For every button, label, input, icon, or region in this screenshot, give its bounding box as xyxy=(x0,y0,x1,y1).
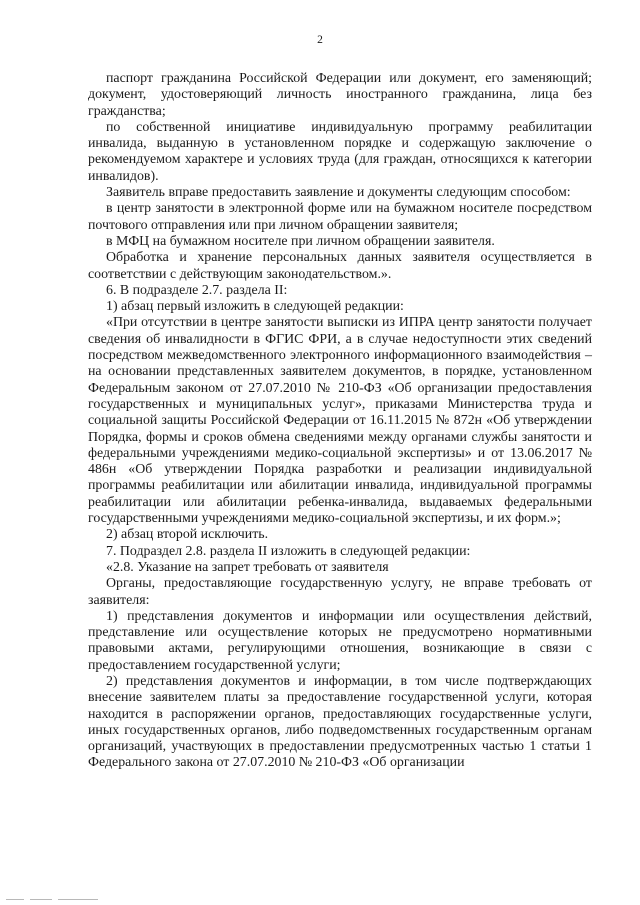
paragraph-rehabilitation-program: по собственной инициативе индивидуальную программу реабилитации инвалида, выданную в установленном порядке и содержащую заключение о рекомендуемом характере и условиях труда (для граждан, относящихся к категории инвалидов). xyxy=(88,119,592,184)
paragraph-item-7: 7. Подраздел 2.8. раздела II изложить в следующей редакции: xyxy=(106,543,471,559)
scan-edge-marks xyxy=(0,899,120,901)
paragraph-item-6: 6. В подразделе 2.7. раздела II: xyxy=(106,282,288,298)
document-body xyxy=(88,71,592,772)
page-number: 2 xyxy=(317,34,323,46)
paragraph-employment-center: в центр занятости в электронной форме или на бумажном носителе посредством почтового отправления или при личном обращении заявителя; xyxy=(88,201,592,233)
paragraph-prohibition-2: 2) представления документов и информации, в том числе подтверждающих внесение заявителем платы за предоставление государственной услуги, которая находится в распоряжении органов, предоставляющих государственные услуги, иных государственных органов, либо подведомственных государственным органам организаций, участвующих в предоставлении предусмотренных частью 1 статьи 1 Федерального закона от 27.07.2010 № 210-ФЗ «Об организации xyxy=(88,673,592,771)
paragraph-prohibition-1: 1) представления документов и информации или осуществления действий, представление или осуществление которых не предусмотрено нормативными правовыми актами, регулирующими отношения, возникающие в связи с предоставлением государственной услуги; xyxy=(88,608,592,673)
paragraph-submission-methods: Заявитель вправе предоставить заявление и документы следующим способом: xyxy=(106,185,571,201)
paragraph-item-6-1: 1) абзац первый изложить в следующей редакции: xyxy=(106,299,404,315)
paragraph-personal-data: Обработка и хранение персональных данных заявителя осуществляется в соответствии с действующим законодательством.». xyxy=(88,250,592,282)
paragraph-section-heading: «2.8. Указание на запрет требовать от заявителя xyxy=(106,559,389,575)
paragraph-prohibition-intro: Органы, предоставляющие государственную услугу, не вправе требовать от заявителя: xyxy=(88,576,592,608)
paragraph-identity-documents: паспорт гражданина Российской Федерации или документ, его заменяющий; документ, удостоверяющий личность иностранного гражданина, лица без гражданства; xyxy=(88,71,592,119)
paragraph-item-6-2: 2) абзац второй исключить. xyxy=(106,527,269,543)
paragraph-mfc: в МФЦ на бумажном носителе при личном обращении заявителя. xyxy=(106,233,495,249)
paragraph-ipra-quote: «При отсутствии в центре занятости выписки из ИПРА центр занятости получает сведения об инвалидности в ФГИС ФРИ, а в случае недоступности этих сведений посредством межведомственного электронного информационного взаимодействия – на основании представленных заявителем документов, в порядке, установленном Федеральным законом от 27.07.2010 № 210-ФЗ «Об организации предоставления государственных и муниципальных услуг», приказами Министерства труда и социальной защиты Российской Федерации от 16.11.2015 № 872н «Об утверждении Порядка, формы и сроков обмена сведениями между органами службы занятости и федеральными учреждениями медико-социальной экспертизы» и от 13.06.2017 № 486н «Об утверждении Порядка разработки и реализации индивидуальной программы реабилитации или абилитации инвалида, индивидуальной программы реабилитации или абилитации ребенка-инвалида, выдаваемых федеральными государственными учреждениями медико-социальной экспертизы, и их форм.»; xyxy=(88,315,592,527)
